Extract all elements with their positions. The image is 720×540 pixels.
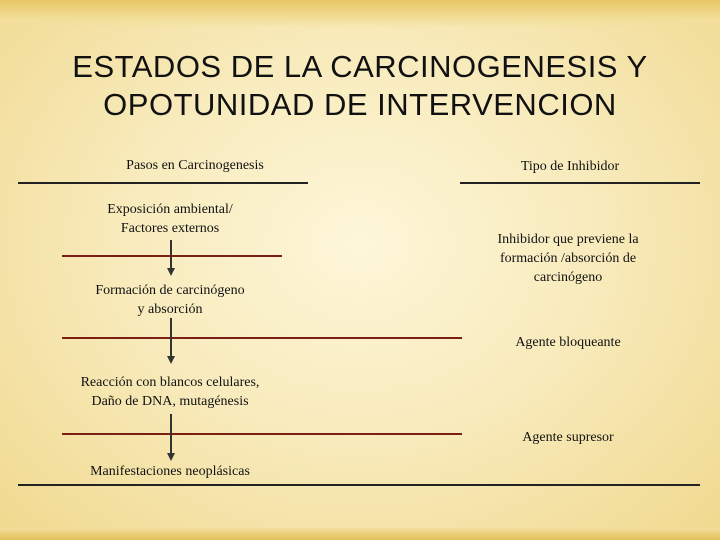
title-line-2: OPOTUNIDAD DE INTERVENCION: [103, 87, 617, 122]
step-2-line-1: Formación de carcinógeno: [95, 283, 245, 298]
inhibitor-2-label: Agente bloqueante: [515, 335, 621, 350]
arrow-1-head: [167, 268, 175, 276]
step-3-line-1: Reacción con blancos celulares,: [80, 375, 260, 390]
arrow-2-head: [167, 356, 175, 364]
left-column-header: Pasos en Carcinogenesis: [126, 158, 264, 173]
rule-step-3: [62, 433, 462, 435]
arrow-2-shaft: [170, 318, 172, 358]
top-band: [0, 0, 720, 28]
step-1-line-2: Factores externos: [120, 221, 220, 236]
step-3-line-2: Daño de DNA, mutagénesis: [91, 394, 249, 409]
header-rule-right: [460, 182, 700, 184]
arrow-3-head: [167, 453, 175, 461]
bottom-band: [0, 528, 720, 540]
step-4-label: Manifestaciones neoplásicas: [90, 464, 250, 479]
inhibitor-1-line-1: Inhibidor que previene la: [497, 232, 639, 247]
rule-step-2: [62, 337, 462, 339]
arrow-1-shaft: [170, 240, 172, 268]
title-line-1: ESTADOS DE LA CARCINOGENESIS Y: [72, 49, 648, 84]
inhibitor-3-label: Agente supresor: [522, 430, 614, 445]
rule-step-1: [62, 255, 282, 257]
header-rule-left: [18, 182, 308, 184]
step-1-line-1: Exposición ambiental/: [107, 202, 233, 217]
bottom-rule: [18, 484, 700, 486]
inhibitor-1-line-2: formación /absorción de: [499, 251, 637, 266]
right-column-header: Tipo de Inhibidor: [520, 159, 620, 174]
step-2-line-2: y absorción: [137, 302, 203, 317]
arrow-3-shaft: [170, 414, 172, 455]
slide-title: [0, 48, 720, 124]
inhibitor-1-line-3: carcinógeno: [533, 270, 603, 285]
